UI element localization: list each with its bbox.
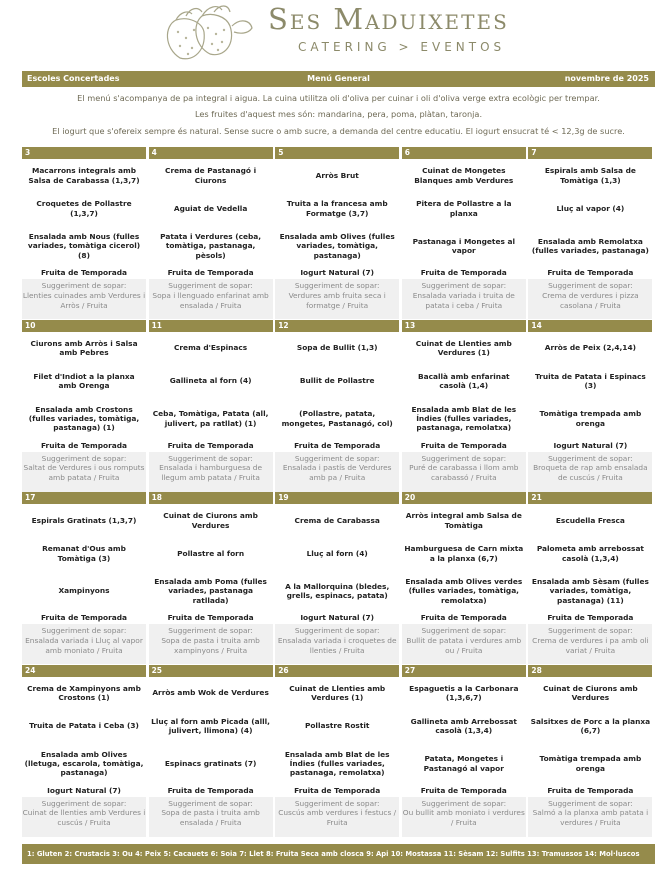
second-course: Truita de Patata i Ceba (3) — [29, 721, 139, 731]
first-course: Cuinat de Ciurons amb Verdures — [163, 511, 258, 530]
day-cell — [402, 665, 526, 837]
side-dish: Ensalada amb Poma (fulles variades, pastanaga ratllada) — [154, 577, 267, 605]
day-cell — [402, 492, 526, 664]
day-number: 26 — [275, 665, 399, 677]
dessert: Iogurt Natural (7) — [553, 440, 628, 450]
suggestion-title: Suggeriment de sopar: — [548, 453, 633, 463]
side-dish: Pastanaga i Mongetes al vapor — [412, 236, 515, 255]
second-course: Hamburguesa de Carn mixta a la planxa (6,7) — [404, 544, 524, 563]
side-dish: Patata, Mongetes i Pastanagó al vapor — [423, 754, 504, 773]
day-number: 18 — [149, 492, 273, 504]
side-dish: Espinacs gratinats (7) — [164, 758, 257, 768]
dessert: Fruita de Temporada — [547, 268, 634, 278]
brand-name: Ses Maduixetes — [268, 2, 509, 36]
suggestion-text: Ensalada variada i croquetes de llenties / Fruita — [277, 635, 397, 655]
first-course: Espirals Gratinats (1,3,7) — [31, 515, 137, 525]
second-course: Croquetes de Pollastre (1,3,7) — [36, 199, 132, 218]
dessert: Fruita de Temporada — [547, 613, 634, 623]
suggestion-text: Salmó a la planxa amb patata i verdures / Fruita — [532, 808, 649, 828]
side-dish: Tomàtiga trempada amb orenga — [539, 409, 642, 428]
day-cell — [528, 147, 652, 319]
side-dish: Ceba, Tomàtiga, Patata (all, julivert, pa ratllat) (1) — [152, 409, 269, 428]
first-course: Cuinat de Llenties amb Verdures (1) — [289, 683, 386, 702]
brand-tagline: CATERING > EVENTOS — [298, 40, 506, 54]
side-dish: Tomàtiga trempada amb orenga — [539, 754, 642, 773]
day-number: 11 — [149, 320, 273, 332]
suggestion-text: Saltat de Verdures i ous romputs amb patata / Fruita — [23, 463, 145, 483]
dinner-suggestion — [275, 452, 399, 492]
second-course: Bullit de Pollastre — [299, 376, 375, 386]
day-number: 7 — [528, 147, 652, 159]
suggestion-title: Suggeriment de sopar: — [168, 626, 253, 635]
first-course: Macarrons integrals amb Salsa de Carabassa (1,3,7) — [28, 166, 140, 185]
day-cell — [528, 665, 652, 837]
second-course: Truita a la francesa amb Formatge (3,7) — [286, 199, 388, 218]
intro-line: El iogurt que s'ofereix sempre és natural. Sense sucre o amb sucre, a demanda del centre educatiu. El iogurt ensucrat té < 12,3g de sucre. — [52, 126, 625, 136]
first-course: Cuinat de Mongetes Blanques amb Verdures — [414, 166, 514, 185]
day-cell — [149, 147, 273, 319]
week-row — [22, 665, 655, 837]
day-number: 17 — [22, 492, 146, 504]
dinner-suggestion — [149, 279, 273, 319]
dinner-suggestion — [275, 279, 399, 319]
day-number: 12 — [275, 320, 399, 332]
day-number: 27 — [402, 665, 526, 677]
suggestion-text: Ou bullit amb moniato i verdures / Fruita — [402, 808, 525, 828]
second-course: Pollastre al forn — [177, 548, 245, 558]
week-row — [22, 147, 655, 319]
second-course: Aguiat de Vedella — [173, 203, 248, 213]
dinner-suggestion — [402, 452, 526, 492]
side-dish: Ensalada amb Remolatxa (fulles variades, pastanaga) — [531, 236, 649, 255]
second-course: Lluç al forn (4) — [306, 548, 368, 558]
dessert: Fruita de Temporada — [420, 785, 507, 795]
dinner-suggestion — [22, 624, 146, 664]
side-dish: Ensalada amb Blat de les Índies (fulles variades, pastanaga, remolatxa) — [411, 404, 517, 433]
suggestion-text: Sopa i llenguado enfarinat amb ensalada / Fruita — [152, 290, 269, 310]
dinner-suggestion — [528, 452, 652, 492]
menu-title: Menú General — [307, 74, 370, 83]
school-type: Escoles Concertades — [27, 74, 120, 83]
dessert: Iogurt Natural (7) — [300, 268, 375, 278]
second-course: Palometa amb arrebossat casolà (1,3,4) — [536, 544, 644, 563]
dessert: Iogurt Natural (7) — [300, 613, 375, 623]
day-cell — [22, 665, 146, 837]
suggestion-title: Suggeriment de sopar: — [421, 798, 507, 808]
second-course: Bacallà amb enfarinat casolà (1,4) — [417, 371, 510, 390]
suggestion-text: Ensalada variada i Lluç al vapor amb moniato / Fruita — [25, 635, 143, 655]
second-course: Filet d'Indiot a la planxa amb Orenga — [33, 371, 135, 390]
dinner-suggestion — [528, 624, 652, 664]
day-cell — [402, 147, 526, 319]
suggestion-title: Suggeriment de sopar: — [168, 281, 253, 290]
day-number: 3 — [22, 147, 146, 159]
day-number: 28 — [528, 665, 652, 677]
title-bar — [22, 71, 655, 87]
dinner-suggestion — [22, 279, 146, 319]
suggestion-text: Ensalada variada i truita de patata i ceba / Fruita — [412, 290, 515, 310]
suggestion-text: Cuinat de llenties amb Verdures i cuscús / Fruita — [22, 808, 146, 828]
second-course: Gallineta amb Arrebossat casolà (1,3,4) — [410, 716, 517, 735]
intro-line: El menú s'acompanya de pa integral i aigua. La cuina utilitza oli d'oliva per cuinar i oli d'oliva verge extra ecològic per trempar. — [77, 93, 600, 103]
suggestion-title: Suggeriment de sopar: — [421, 453, 507, 463]
dessert: Fruita de Temporada — [40, 268, 128, 278]
suggestion-title: Suggeriment de sopar: — [41, 798, 127, 808]
first-course: Ciurons amb Arròs i Salsa amb Pebres — [30, 338, 138, 357]
suggestion-title: Suggeriment de sopar: — [41, 453, 127, 463]
day-number: 14 — [528, 320, 652, 332]
side-dish: Ensalada amb Sèsam (fulles variades, tomàtiga, pastanaga) (11) — [531, 577, 649, 605]
side-dish: Ensalada amb Olives (lletuga, escarola, tomàtiga, pastanaga) — [24, 749, 144, 778]
week-row — [22, 492, 655, 664]
dessert: Fruita de Temporada — [294, 440, 381, 450]
dessert: Fruita de Temporada — [167, 440, 254, 450]
second-course: Salsitxes de Porc a la planxa (6,7) — [530, 716, 651, 735]
day-cell — [275, 665, 399, 837]
dinner-suggestion — [275, 797, 399, 837]
day-cell — [275, 320, 399, 492]
dinner-suggestion — [275, 624, 399, 664]
suggestion-title: Suggeriment de sopar: — [548, 798, 633, 808]
dessert: Fruita de Temporada — [420, 613, 507, 623]
dinner-suggestion — [149, 452, 273, 492]
dessert: Fruita de Temporada — [40, 613, 128, 623]
dessert: Fruita de Temporada — [167, 268, 254, 278]
second-course: Truita de Patata i Espinacs (3) — [534, 371, 646, 390]
dinner-suggestion — [528, 797, 652, 837]
dinner-suggestion — [149, 797, 273, 837]
first-course: Arròs integral amb Salsa de Tomàtiga — [405, 511, 522, 530]
first-course: Cuinat de Ciurons amb Verdures — [543, 683, 638, 702]
day-number: 21 — [528, 492, 652, 504]
day-number: 24 — [22, 665, 146, 677]
side-dish: A la Mallorquina (bledes, grells, espinacs, patata) — [285, 581, 390, 600]
second-course: Lluç al vapor (4) — [556, 203, 625, 213]
suggestion-title: Suggeriment de sopar: — [168, 798, 253, 808]
day-number: 13 — [402, 320, 526, 332]
first-course: Arròs amb Wok de Verdures — [152, 688, 269, 698]
day-cell — [149, 320, 273, 492]
first-course: Espaguetis a la Carbonara (1,3,6,7) — [409, 683, 519, 702]
day-number: 25 — [149, 665, 273, 677]
side-dish: Patata i Verdures (ceba, tomàtiga, pastanaga, pèsols) — [160, 232, 262, 260]
dessert: Fruita de Temporada — [167, 785, 254, 795]
day-cell — [275, 492, 399, 664]
side-dish: (Pollastre, patata, mongetes, Pastanagó, col) — [281, 409, 393, 428]
dessert: Fruita de Temporada — [167, 613, 254, 623]
day-cell — [149, 665, 273, 837]
week-row — [22, 320, 655, 492]
suggestion-text: Ensalada i pastís de Verdures amb pa / Fruita — [282, 463, 392, 483]
day-cell — [275, 147, 399, 319]
first-course: Crema de Xampinyons amb Crostons (1) — [27, 683, 141, 702]
side-dish: Xampinyons — [58, 586, 110, 596]
suggestion-title: Suggeriment de sopar: — [41, 281, 127, 290]
second-course: Remanat d'Ous amb Tomàtiga (3) — [42, 544, 126, 563]
side-dish: Ensalada amb Olives (fulles variades, tomàtiga, pastanaga) — [279, 232, 395, 260]
day-cell — [149, 492, 273, 664]
dinner-suggestion — [22, 797, 146, 837]
second-course: Lluç al forn amb Picada (alll, julivert, llimona) (4) — [151, 716, 270, 735]
day-number: 6 — [402, 147, 526, 159]
suggestion-text: Verdures amb fruita seca i formatge / Fruita — [288, 290, 386, 310]
dinner-suggestion — [22, 452, 146, 492]
suggestion-title: Suggeriment de sopar: — [548, 281, 633, 290]
dinner-suggestion — [149, 624, 273, 664]
strawberry-icon — [158, 2, 258, 64]
suggestion-title: Suggeriment de sopar: — [421, 626, 507, 635]
dinner-suggestion — [402, 624, 526, 664]
intro-line: Les fruites d'aquest mes són: mandarina, pera, poma, plàtan, taronja. — [194, 109, 483, 119]
suggestion-title: Suggeriment de sopar: — [548, 626, 633, 635]
suggestion-title: Suggeriment de sopar: — [294, 281, 380, 290]
suggestion-text: Sopa de pasta i truita amb xampinyons / Fruita — [161, 635, 260, 655]
dessert: Iogurt Natural (7) — [47, 785, 121, 795]
first-course: Arròs de Peix (2,4,14) — [544, 343, 636, 353]
first-course: Crema de Pastanagó i Ciurons — [165, 166, 257, 185]
dessert: Fruita de Temporada — [40, 440, 128, 450]
day-cell — [528, 320, 652, 492]
dessert: Fruita de Temporada — [547, 785, 634, 795]
suggestion-title: Suggeriment de sopar: — [294, 626, 380, 635]
menu-month: novembre de 2025 — [564, 74, 649, 83]
dessert: Fruita de Temporada — [420, 440, 507, 450]
suggestion-text: Crema de verdures i pizza casolana / Fruita — [542, 290, 639, 310]
dessert: Fruita de Temporada — [294, 785, 381, 795]
second-course: Gallineta al forn (4) — [169, 376, 252, 386]
day-number: 20 — [402, 492, 526, 504]
side-dish: Ensalada amb Olives verdes (fulles variades, tomàtiga, remolatxa) — [405, 577, 523, 605]
suggestion-text: Ensalada i hamburguesa de llegum amb patata / Fruita — [159, 463, 263, 483]
header — [0, 0, 670, 66]
first-course: Cuinat de Llenties amb Verdures (1) — [415, 338, 512, 357]
day-number: 4 — [149, 147, 273, 159]
suggestion-title: Suggeriment de sopar: — [168, 453, 253, 463]
dinner-suggestion — [528, 279, 652, 319]
first-course: Crema d'Espinacs — [173, 343, 248, 353]
day-cell — [528, 492, 652, 664]
first-course: Arròs Brut — [315, 170, 359, 180]
suggestion-text: Bullit de patata i verdures amb ou / Fruita — [406, 635, 522, 655]
day-number: 10 — [22, 320, 146, 332]
first-course: Escudella Fresca — [555, 515, 625, 525]
first-course: Espirals amb Salsa de Tomàtiga (1,3) — [544, 166, 636, 185]
dinner-suggestion — [402, 279, 526, 319]
first-course: Crema de Carabassa — [294, 515, 380, 525]
day-cell — [22, 320, 146, 492]
suggestion-title: Suggeriment de sopar: — [41, 626, 127, 635]
suggestion-text: Llenties cuinades amb Verdures i Arròs / Fruita — [22, 290, 146, 310]
suggestion-text: Broqueta de rap amb ensalada de cuscús / Fruita — [533, 463, 648, 483]
suggestion-title: Suggeriment de sopar: — [294, 453, 380, 463]
suggestion-text: Puré de carabassa i llom amb carabassó / Fruita — [409, 463, 519, 483]
second-course: Pollastre Rostit — [304, 721, 370, 731]
first-course: Sopa de Bullit (1,3) — [296, 343, 378, 353]
day-cell — [22, 492, 146, 664]
side-dish: Ensalada amb Crostons (fulles variades, tomàtiga, pastanaga) (1) — [28, 404, 140, 433]
side-dish: Ensalada amb Nous (fulles variades, tomàtiga cicerol) (8) — [27, 232, 141, 260]
day-cell — [22, 147, 146, 319]
side-dish: Ensalada amb Blat de les Índies (fulles variades, pastanaga, remolatxa) — [284, 749, 390, 778]
day-number: 19 — [275, 492, 399, 504]
suggestion-title: Suggeriment de sopar: — [421, 281, 507, 290]
dinner-suggestion — [402, 797, 526, 837]
suggestion-text: Sopa de pasta i truita amb ensalada / Fruita — [161, 808, 260, 828]
second-course: Pitera de Pollastre a la planxa — [416, 199, 512, 218]
suggestion-text: Crema de verdures i pa amb oli variat / Fruita — [532, 635, 649, 655]
allergen-legend: 1: Gluten 2: Crustacis 3: Ou 4: Peix 5: Cacauets 6: Soia 7: Llet 8: Fruita Seca amb closca 9: Api 10: Mostassa 11: Sèsam 12: Sulfits 13: Tramussos 14: Mol·luscos — [22, 844, 655, 864]
dessert: Fruita de Temporada — [420, 268, 507, 278]
suggestion-title: Suggeriment de sopar: — [294, 798, 380, 808]
suggestion-text: Cuscús amb verdures i festucs / Fruita — [278, 808, 397, 828]
day-cell — [402, 320, 526, 492]
day-number: 5 — [275, 147, 399, 159]
